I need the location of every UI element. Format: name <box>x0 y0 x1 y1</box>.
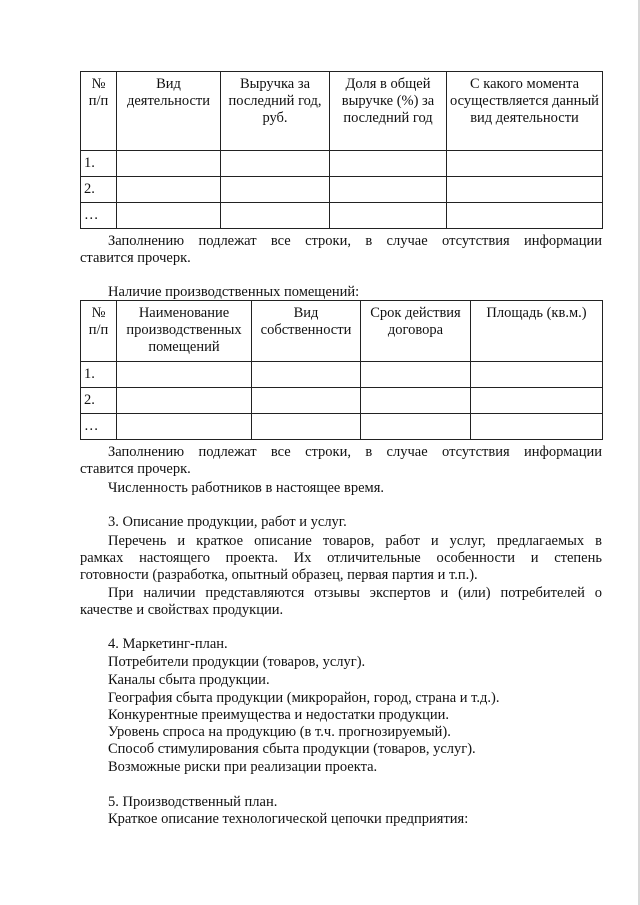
table-row <box>81 362 603 388</box>
table-cell[interactable] <box>361 388 471 414</box>
col-activity-header: Вид деятельности <box>117 72 221 151</box>
col-ownership-header: Вид собственности <box>252 301 361 362</box>
section-5-heading: 5. Производственный план. <box>108 794 278 810</box>
table-cell[interactable] <box>117 203 221 229</box>
section-4-heading: 4. Маркетинг-план. <box>108 636 228 652</box>
marketing-item: Уровень спроса на продукцию (в т.ч. прогнозируемый). <box>108 724 451 740</box>
table-row <box>81 414 603 440</box>
table-cell[interactable] <box>447 203 603 229</box>
fill-note-1-end: ставится прочерк. <box>80 250 191 266</box>
table-cell[interactable] <box>447 177 603 203</box>
table-cell[interactable] <box>361 362 471 388</box>
row-number: 2. <box>81 388 117 414</box>
table-cell[interactable] <box>117 177 221 203</box>
section-3-para-1-line-2: рамках настоящего проекта. Их отличительные особенности и степень <box>80 550 602 566</box>
fill-note-2: Заполнению подлежат все строки, в случае отсутствия информации <box>108 444 602 460</box>
row-number: … <box>81 414 117 440</box>
section-5-line-1: Краткое описание технологической цепочки предприятия: <box>108 811 469 827</box>
table-cell[interactable] <box>330 203 447 229</box>
marketing-item: Конкурентные преимущества и недостатки продукции. <box>108 707 450 723</box>
table-cell[interactable] <box>471 388 603 414</box>
table-cell[interactable] <box>252 362 361 388</box>
table-cell[interactable] <box>221 151 330 177</box>
row-number: 1. <box>81 151 117 177</box>
col-revenue-header: Выручка за последний год, руб. <box>221 72 330 151</box>
marketing-item: Потребители продукции (товаров, услуг). <box>108 654 366 670</box>
table-row <box>81 203 603 229</box>
col-since-header: С какого момента осуществляется данный вид деятельности <box>447 72 603 151</box>
row-number: 2. <box>81 177 117 203</box>
table-cell[interactable] <box>252 414 361 440</box>
section-3-heading: 3. Описание продукции, работ и услуг. <box>108 514 347 530</box>
table-row <box>81 388 603 414</box>
col-number-header: № п/п <box>81 72 117 151</box>
table-cell[interactable] <box>361 414 471 440</box>
table-cell[interactable] <box>117 362 252 388</box>
table-cell[interactable] <box>117 151 221 177</box>
section-3-para-2-line-2: качестве и свойствах продукции. <box>80 602 284 618</box>
col-term-header: Срок действия договора <box>361 301 471 362</box>
row-number: 1. <box>81 362 117 388</box>
table-row <box>81 177 603 203</box>
section-3-para-1: Перечень и краткое описание товаров, работ и услуг, предлагаемых в <box>108 533 602 549</box>
table-cell[interactable] <box>117 388 252 414</box>
table-cell[interactable] <box>330 177 447 203</box>
table-cell[interactable] <box>330 151 447 177</box>
col-share-header: Доля в общей выручке (%) за последний год <box>330 72 447 151</box>
marketing-item: География сбыта продукции (микрорайон, город, страна и т.д.). <box>108 690 500 706</box>
marketing-item: Каналы сбыта продукции. <box>108 672 270 688</box>
col-area-header: Площадь (кв.м.) <box>471 301 603 362</box>
table-cell[interactable] <box>221 177 330 203</box>
table-row <box>81 151 603 177</box>
premises-caption: Наличие производственных помещений: <box>108 284 360 300</box>
fill-note-1: Заполнению подлежат все строки, в случае отсутствия информации <box>108 233 602 249</box>
section-3-para-1-line-3: готовности (разработка, опытный образец, первая партия и т.п.). <box>80 567 478 583</box>
fill-note-2-end: ставится прочерк. <box>80 461 191 477</box>
table-cell[interactable] <box>447 151 603 177</box>
marketing-item: Способ стимулирования сбыта продукции (товаров, услуг). <box>108 741 476 757</box>
table-cell[interactable] <box>471 362 603 388</box>
marketing-item: Возможные риски при реализации проекта. <box>108 759 378 775</box>
staff-count-line: Численность работников в настоящее время. <box>108 480 384 496</box>
revenue-table <box>80 71 603 229</box>
table-cell[interactable] <box>221 203 330 229</box>
col-premises-name-header: Наименование производственных помещений <box>117 301 252 362</box>
table-cell[interactable] <box>252 388 361 414</box>
col-number-header: № п/п <box>81 301 117 362</box>
table-cell[interactable] <box>117 414 252 440</box>
row-number: … <box>81 203 117 229</box>
premises-table <box>80 300 603 440</box>
table-cell[interactable] <box>471 414 603 440</box>
section-3-para-2: При наличии представляются отзывы экспертов и (или) потребителей о <box>108 585 602 601</box>
